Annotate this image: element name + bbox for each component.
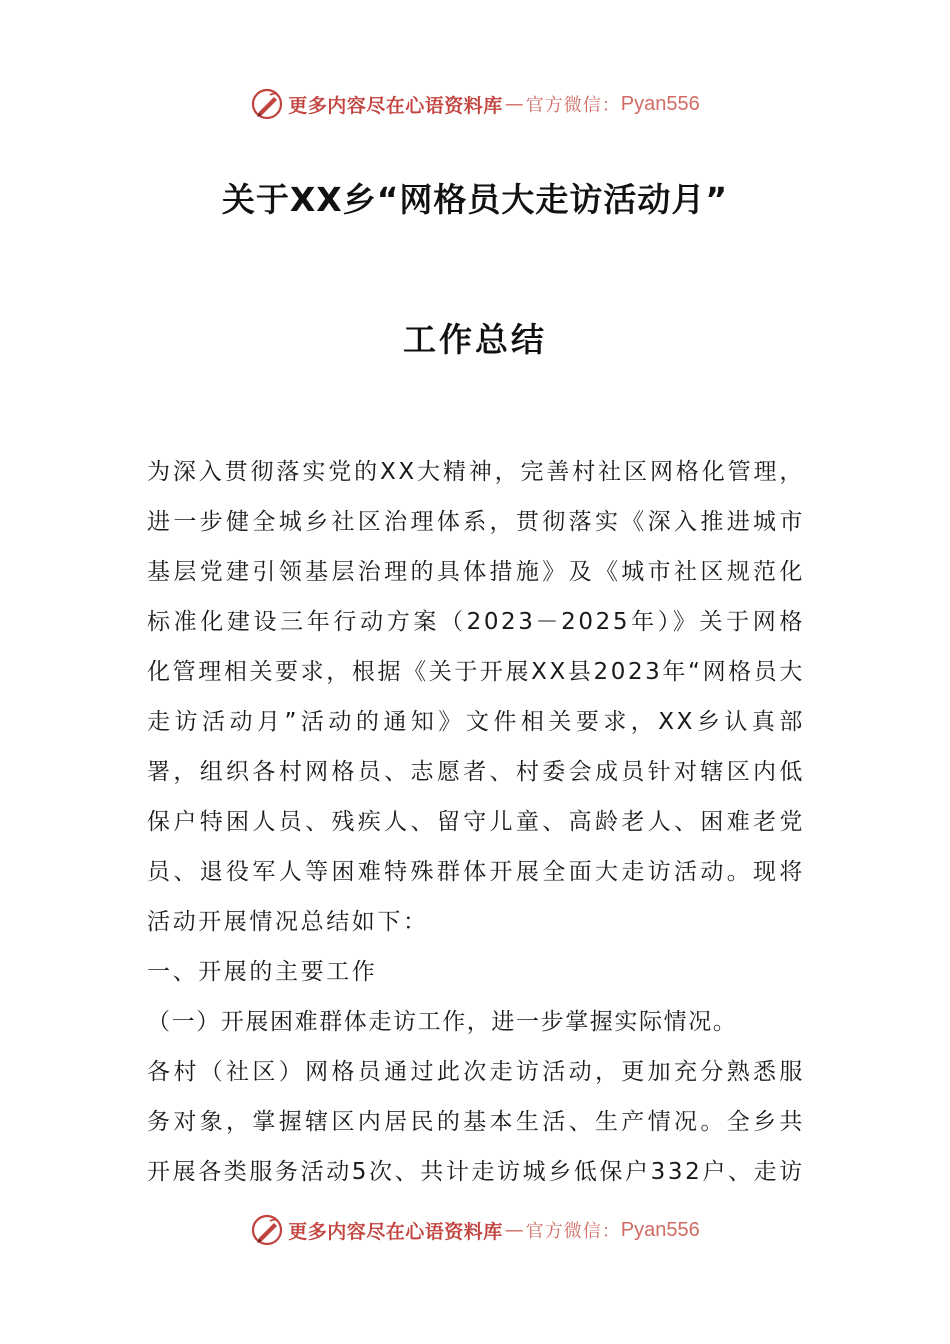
watermark-wechat-label: 官方微信： [525,1221,621,1242]
watermark-banner-top [0,84,950,124]
document-body [147,447,805,1197]
watermark-wechat-label: 官方微信： [525,95,621,116]
body-paragraph: 各村（社区）网格员通过此次走访活动，更加充分熟悉服务对象，掌握辖区内居民的基本生活、生产情况。全乡共开展各类服务活动5次、共计走访城乡低保户332户、走访 [147,1059,805,1185]
watermark-wechat-id: Pyan556 [620,1218,700,1241]
section-heading: 一、开展的主要工作 [147,959,378,985]
pen-logo-icon [250,1213,284,1247]
intro-paragraph: 为深入贯彻落实党的XX大精神，完善村社区网格化管理，进一步健全城乡社区治理体系，贯彻落实《深入推进城市基层党建引领基层治理的具体措施》及《城市社区规范化标准化建设三年行动方案（2023－2025年）》关于网格化管理相关要求，根据《关于开展XX县2023年“网格员大走访活动月”活动的通知》文件相关要求，XX乡认真部署，组织各村网格员、志愿者、村委会成员针对辖区内低保户特困人员、残疾人、留守儿童、高龄老人、困难老党员、退役军人等困难特殊群体开展全面大走访活动。现将活动开展情况总结如下： [147,459,805,935]
watermark-brand: 更多内容尽在心语资料库 [288,94,503,117]
watermark-wechat-id: Pyan556 [620,92,700,115]
subsection-heading: （一）开展困难群体走访工作，进一步掌握实际情况。 [147,1009,738,1035]
document-title-line-1: 关于XX乡“网格员大走访活动月” [221,180,729,219]
pen-logo-icon [250,87,284,121]
document-title-line-2: 工作总结 [403,320,547,359]
watermark-brand: 更多内容尽在心语资料库 [288,1220,503,1243]
watermark-separator: — [504,93,524,115]
watermark-banner-bottom [0,1210,950,1250]
watermark-separator: — [504,1219,524,1241]
